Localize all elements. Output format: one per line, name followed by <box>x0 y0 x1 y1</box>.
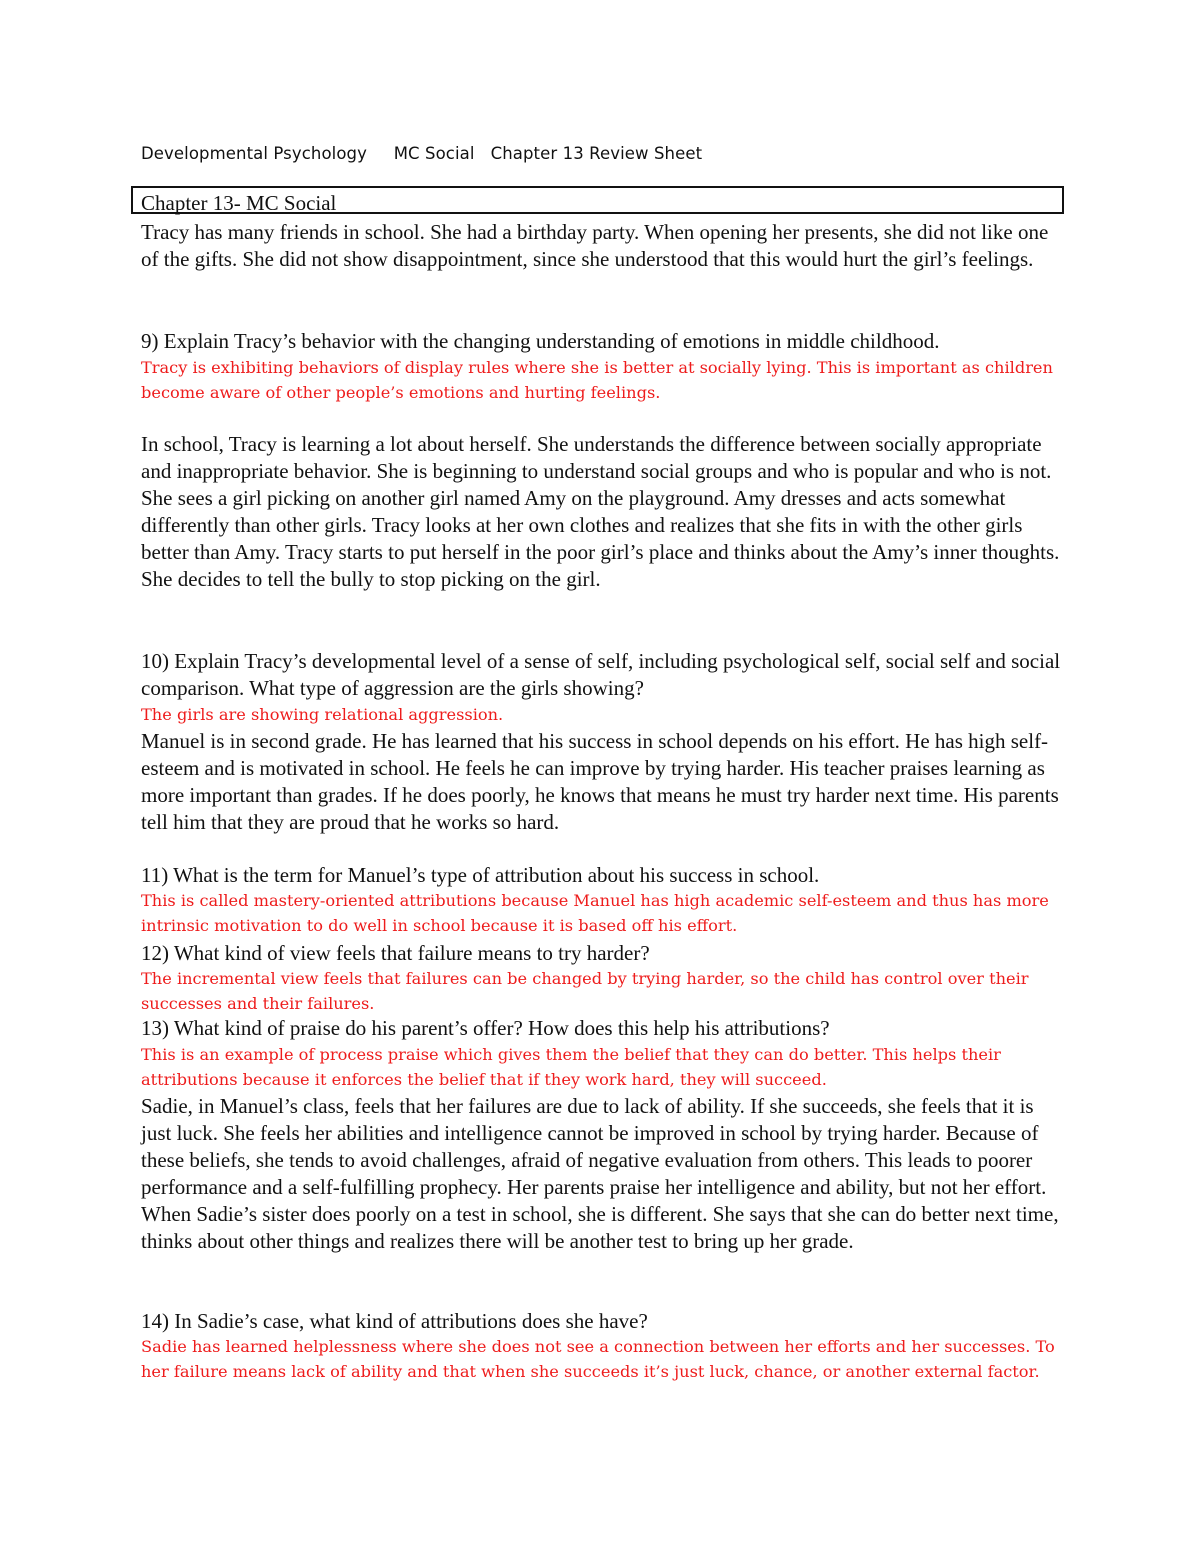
header-section: MC Social <box>393 144 475 163</box>
answer-10: The girls are showing relational aggression. <box>141 705 504 724</box>
answer-9: Tracy is exhibiting behaviors of display rules where she is better at socially lying. This is important as children become aware of other people’s emotions and hurting feelings. <box>141 358 1053 402</box>
question-14: 14) In Sadie’s case, what kind of attributions does she have? <box>141 1309 648 1333</box>
chapter-title: Chapter 13- MC Social <box>141 191 337 215</box>
question-13: 13) What kind of praise do his parent’s offer? How does this help his attributions? <box>141 1016 830 1040</box>
scenario-tracy-school: In school, Tracy is learning a lot about herself. She understands the difference between socially appropriate and inappropriate behavior. She is beginning to understand social groups and who is popular and who is not. She sees a girl picking on another girl named Amy on the playground. Amy dresses and acts somewhat differently than other girls. Tracy looks at her own clothes and realizes that she fits in with the other girls better than Amy. Tracy starts to put herself in the poor girl’s place and thinks about the Amy’s inner thoughts. She decides to tell the bully to stop picking on the girl. <box>141 432 1060 591</box>
question-10: 10) Explain Tracy’s developmental level of a sense of self, including psychological self, social self and social comparison. What type of aggression are the girls showing? <box>141 649 1061 700</box>
scenario-manuel: Manuel is in second grade. He has learned that his success in school depends on his effort. He has high self-esteem and is motivated in school. He feels he can improve by trying harder. His teacher praises learning as more important than grades. If he does poorly, he knows that means he must try harder next time. His parents tell him that they are proud that he works so hard. <box>141 729 1059 834</box>
header-subject: Developmental Psychology <box>141 144 367 163</box>
answer-12: The incremental view feels that failures can be changed by trying harder, so the child has control over their successes and their failures. <box>141 969 1029 1013</box>
answer-11: This is called mastery-oriented attributions because Manuel has high academic self-esteem and thus has more intrinsic motivation to do well in school because it is based off his effort. <box>141 891 1049 935</box>
question-11: 11) What is the term for Manuel’s type of attribution about his success in school. <box>141 863 820 887</box>
answer-14: Sadie has learned helplessness where she does not see a connection between her efforts and her successes. To her failure means lack of ability and that when she succeeds it’s just luck, chance, or another external factor. <box>141 1337 1055 1381</box>
answer-13: This is an example of process praise which gives them the belief that they can do better. This helps their attributions because it enforces the belief that if they work hard, they will succeed. <box>141 1045 1001 1089</box>
header-sheet: Chapter 13 Review Sheet <box>490 144 703 163</box>
document-header <box>141 144 702 163</box>
question-9: 9) Explain Tracy’s behavior with the changing understanding of emotions in middle childhood. <box>141 329 940 353</box>
scenario-sadie: Sadie, in Manuel’s class, feels that her failures are due to lack of ability. If she succeeds, she feels that it is just luck. She feels her abilities and intelligence cannot be improved in school by trying harder. Because of these beliefs, she tends to avoid challenges, afraid of negative evaluation from others. This leads to poorer performance and a self-fulfilling prophecy. Her parents praise her intelligence and ability, but not her effort. When Sadie’s sister does poorly on a test in school, she is different. She says that she can do better next time, thinks about other things and realizes there will be another test to bring up her grade. <box>141 1094 1059 1253</box>
question-12: 12) What kind of view feels that failure means to try harder? <box>141 941 650 965</box>
scenario-tracy-birthday: Tracy has many friends in school. She had a birthday party. When opening her presents, she did not like one of the gifts. She did not show disappointment, since she understood that this would hurt the girl’s feelings. <box>141 220 1049 271</box>
